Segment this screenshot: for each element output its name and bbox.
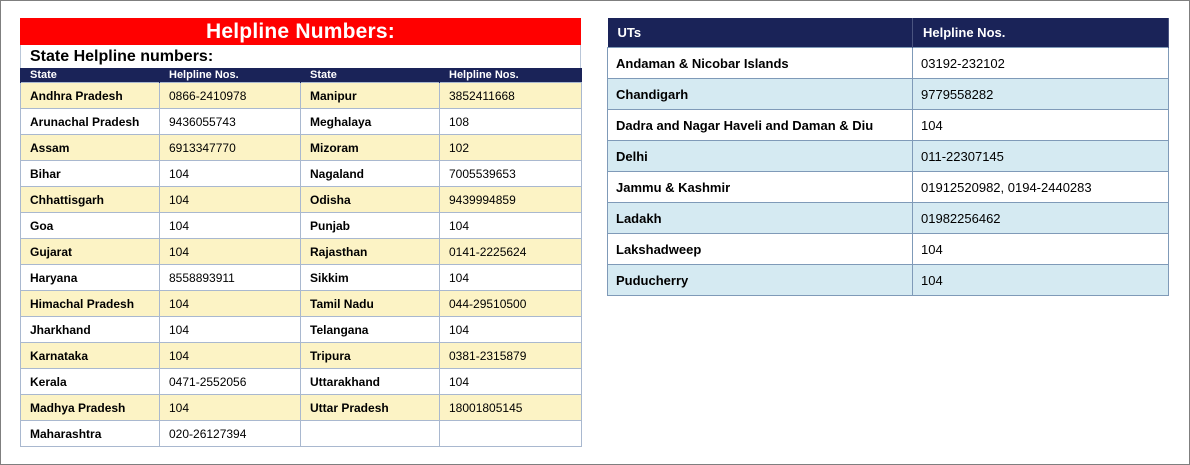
ut-name: Ladakh	[608, 203, 913, 234]
state-name: Chhattisgarh	[21, 187, 160, 213]
helpline-number: 020-26127394	[160, 421, 301, 447]
helpline-number: 9436055743	[160, 109, 301, 135]
helpline-number: 104	[440, 317, 582, 343]
table-row	[21, 265, 582, 291]
helpline-number: 9439994859	[440, 187, 582, 213]
ut-name: Chandigarh	[608, 79, 913, 110]
state-name: Haryana	[21, 265, 160, 291]
state-name: Uttarakhand	[301, 369, 440, 395]
state-helpline-table	[20, 68, 582, 447]
state-name: Punjab	[301, 213, 440, 239]
page-title: Helpline Numbers:	[20, 18, 581, 45]
table-row	[21, 187, 582, 213]
state-name: Manipur	[301, 83, 440, 109]
state-table-body	[21, 83, 582, 447]
helpline-number: 0866-2410978	[160, 83, 301, 109]
helpline-number: 104	[913, 265, 1169, 296]
helpline-number: 104	[160, 213, 301, 239]
helpline-number: 044-29510500	[440, 291, 582, 317]
state-name: Tamil Nadu	[301, 291, 440, 317]
table-row	[608, 48, 1169, 79]
table-row	[21, 343, 582, 369]
column-header-helpline: Helpline Nos.	[440, 68, 582, 83]
state-name: Meghalaya	[301, 109, 440, 135]
helpline-number: 104	[160, 291, 301, 317]
helpline-number: 104	[160, 161, 301, 187]
state-table-header	[21, 68, 582, 83]
helpline-number: 104	[160, 343, 301, 369]
state-name: Arunachal Pradesh	[21, 109, 160, 135]
helpline-number: 104	[440, 213, 582, 239]
state-name: Uttar Pradesh	[301, 395, 440, 421]
table-row	[608, 234, 1169, 265]
state-name: Kerala	[21, 369, 160, 395]
column-header-uts: UTs	[608, 18, 913, 48]
ut-name: Dadra and Nagar Haveli and Daman & Diu	[608, 110, 913, 141]
state-name: Nagaland	[301, 161, 440, 187]
helpline-number: 104	[160, 239, 301, 265]
table-row	[21, 135, 582, 161]
table-row	[608, 265, 1169, 296]
ut-name: Lakshadweep	[608, 234, 913, 265]
ut-table-header	[608, 18, 1169, 48]
helpline-number: 011-22307145	[913, 141, 1169, 172]
helpline-number: 0141-2225624	[440, 239, 582, 265]
helpline-number: 108	[440, 109, 582, 135]
state-name: Telangana	[301, 317, 440, 343]
helpline-number: 104	[440, 369, 582, 395]
ut-name: Andaman & Nicobar Islands	[608, 48, 913, 79]
helpline-number: 104	[440, 265, 582, 291]
table-row	[21, 317, 582, 343]
helpline-number: 18001805145	[440, 395, 582, 421]
column-header-state: State	[301, 68, 440, 83]
ut-name: Jammu & Kashmir	[608, 172, 913, 203]
ut-table-body	[608, 48, 1169, 296]
table-row	[21, 239, 582, 265]
ut-helpline-table	[607, 18, 1169, 296]
state-name: Karnataka	[21, 343, 160, 369]
table-row	[21, 83, 582, 109]
helpline-number: 8558893911	[160, 265, 301, 291]
state-name: Andhra Pradesh	[21, 83, 160, 109]
state-name: Rajasthan	[301, 239, 440, 265]
helpline-number: 6913347770	[160, 135, 301, 161]
state-name: Sikkim	[301, 265, 440, 291]
table-row	[21, 213, 582, 239]
table-row	[21, 369, 582, 395]
column-header-helpline: Helpline Nos.	[913, 18, 1169, 48]
table-row	[608, 141, 1169, 172]
helpline-number: 104	[160, 317, 301, 343]
helpline-number: 104	[913, 234, 1169, 265]
state-name: Assam	[21, 135, 160, 161]
helpline-number: 03192-232102	[913, 48, 1169, 79]
table-row	[608, 172, 1169, 203]
table-row	[608, 203, 1169, 234]
table-row	[608, 110, 1169, 141]
ut-name: Puducherry	[608, 265, 913, 296]
state-helpline-panel	[20, 18, 581, 447]
empty-cell	[301, 421, 440, 447]
helpline-number: 102	[440, 135, 582, 161]
table-row	[21, 421, 582, 447]
state-name: Maharashtra	[21, 421, 160, 447]
helpline-number: 3852411668	[440, 83, 582, 109]
state-name: Mizoram	[301, 135, 440, 161]
state-name: Jharkhand	[21, 317, 160, 343]
state-name: Odisha	[301, 187, 440, 213]
empty-cell	[440, 421, 582, 447]
state-name: Goa	[21, 213, 160, 239]
helpline-number: 01912520982, 0194-2440283	[913, 172, 1169, 203]
column-header-state: State	[21, 68, 160, 83]
table-row	[608, 79, 1169, 110]
helpline-number: 0471-2552056	[160, 369, 301, 395]
column-header-helpline: Helpline Nos.	[160, 68, 301, 83]
helpline-number: 9779558282	[913, 79, 1169, 110]
table-row	[21, 109, 582, 135]
helpline-number: 104	[160, 187, 301, 213]
state-name: Himachal Pradesh	[21, 291, 160, 317]
ut-name: Delhi	[608, 141, 913, 172]
table-row	[21, 161, 582, 187]
helpline-number: 7005539653	[440, 161, 582, 187]
state-section-title: State Helpline numbers:	[20, 45, 581, 68]
ut-helpline-panel	[607, 18, 1168, 296]
state-name: Tripura	[301, 343, 440, 369]
table-row	[21, 291, 582, 317]
state-name: Madhya Pradesh	[21, 395, 160, 421]
helpline-number: 104	[913, 110, 1169, 141]
helpline-number: 0381-2315879	[440, 343, 582, 369]
helpline-number: 01982256462	[913, 203, 1169, 234]
state-name: Gujarat	[21, 239, 160, 265]
helpline-number: 104	[160, 395, 301, 421]
table-row	[21, 395, 582, 421]
state-name: Bihar	[21, 161, 160, 187]
